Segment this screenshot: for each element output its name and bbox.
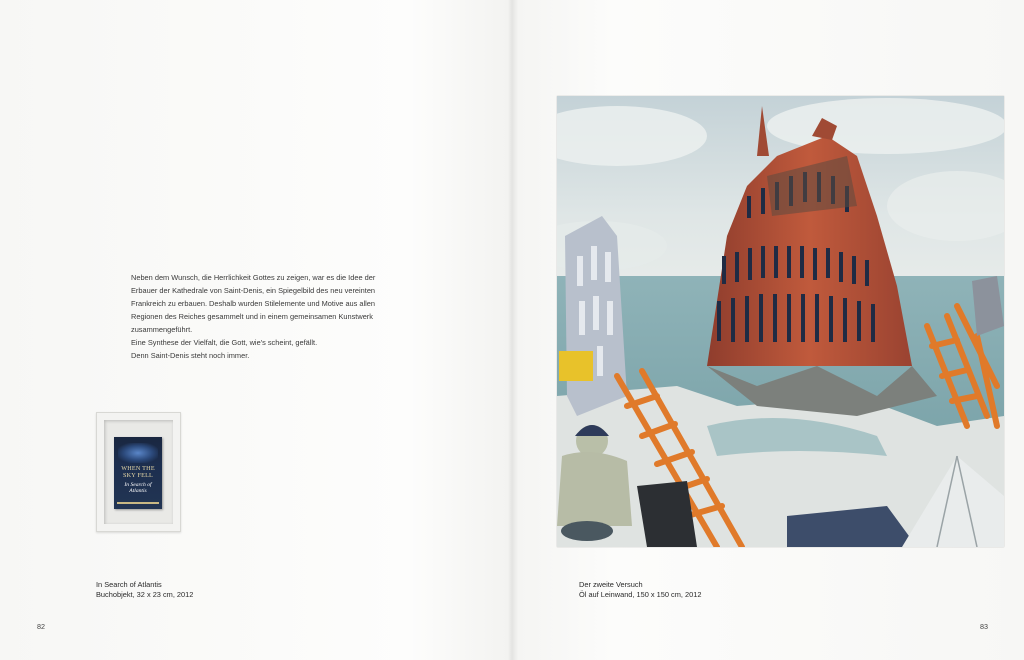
body-line: Eine Synthese der Vielfalt, die Gott, wie's scheint, gefällt.	[131, 338, 318, 347]
book-object-frame	[96, 412, 181, 532]
body-line: zusammengeführt.	[131, 325, 193, 334]
body-line: Regionen des Reiches gesammelt und in einem gemeinsamen Kunstwerk	[131, 312, 373, 321]
body-text	[131, 271, 421, 362]
page-number: 83	[980, 622, 988, 631]
body-line: Frankreich zu erbauen. Deshalb wurden Stilelemente und Motive aus allen	[131, 299, 376, 308]
caption-title: Der zweite Versuch	[579, 580, 643, 589]
page-number: 82	[37, 622, 45, 631]
left-caption	[96, 580, 193, 600]
book-band	[117, 502, 159, 504]
caption-details: Öl auf Leinwand, 150 x 150 cm, 2012	[579, 590, 702, 599]
body-line: Erbauer der Kathedrale von Saint-Denis, ein Spiegelbild des neu vereinten	[131, 286, 376, 295]
book-cover	[114, 437, 162, 509]
book-cover-glow	[118, 443, 158, 463]
right-caption	[579, 580, 701, 600]
caption-details: Buchobjekt, 32 x 23 cm, 2012	[96, 590, 194, 599]
painting-image	[557, 96, 1004, 547]
book-title: WHEN THE SKY FELL	[121, 465, 155, 479]
caption-title: In Search of Atlantis	[96, 580, 162, 589]
body-line: Neben dem Wunsch, die Herrlichkeit Gottes zu zeigen, war es die Idee der	[131, 273, 376, 282]
book-subtitle: In Search of Atlantis	[124, 482, 152, 495]
body-line: Denn Saint-Denis steht noch immer.	[131, 351, 250, 360]
painting	[557, 96, 1004, 547]
